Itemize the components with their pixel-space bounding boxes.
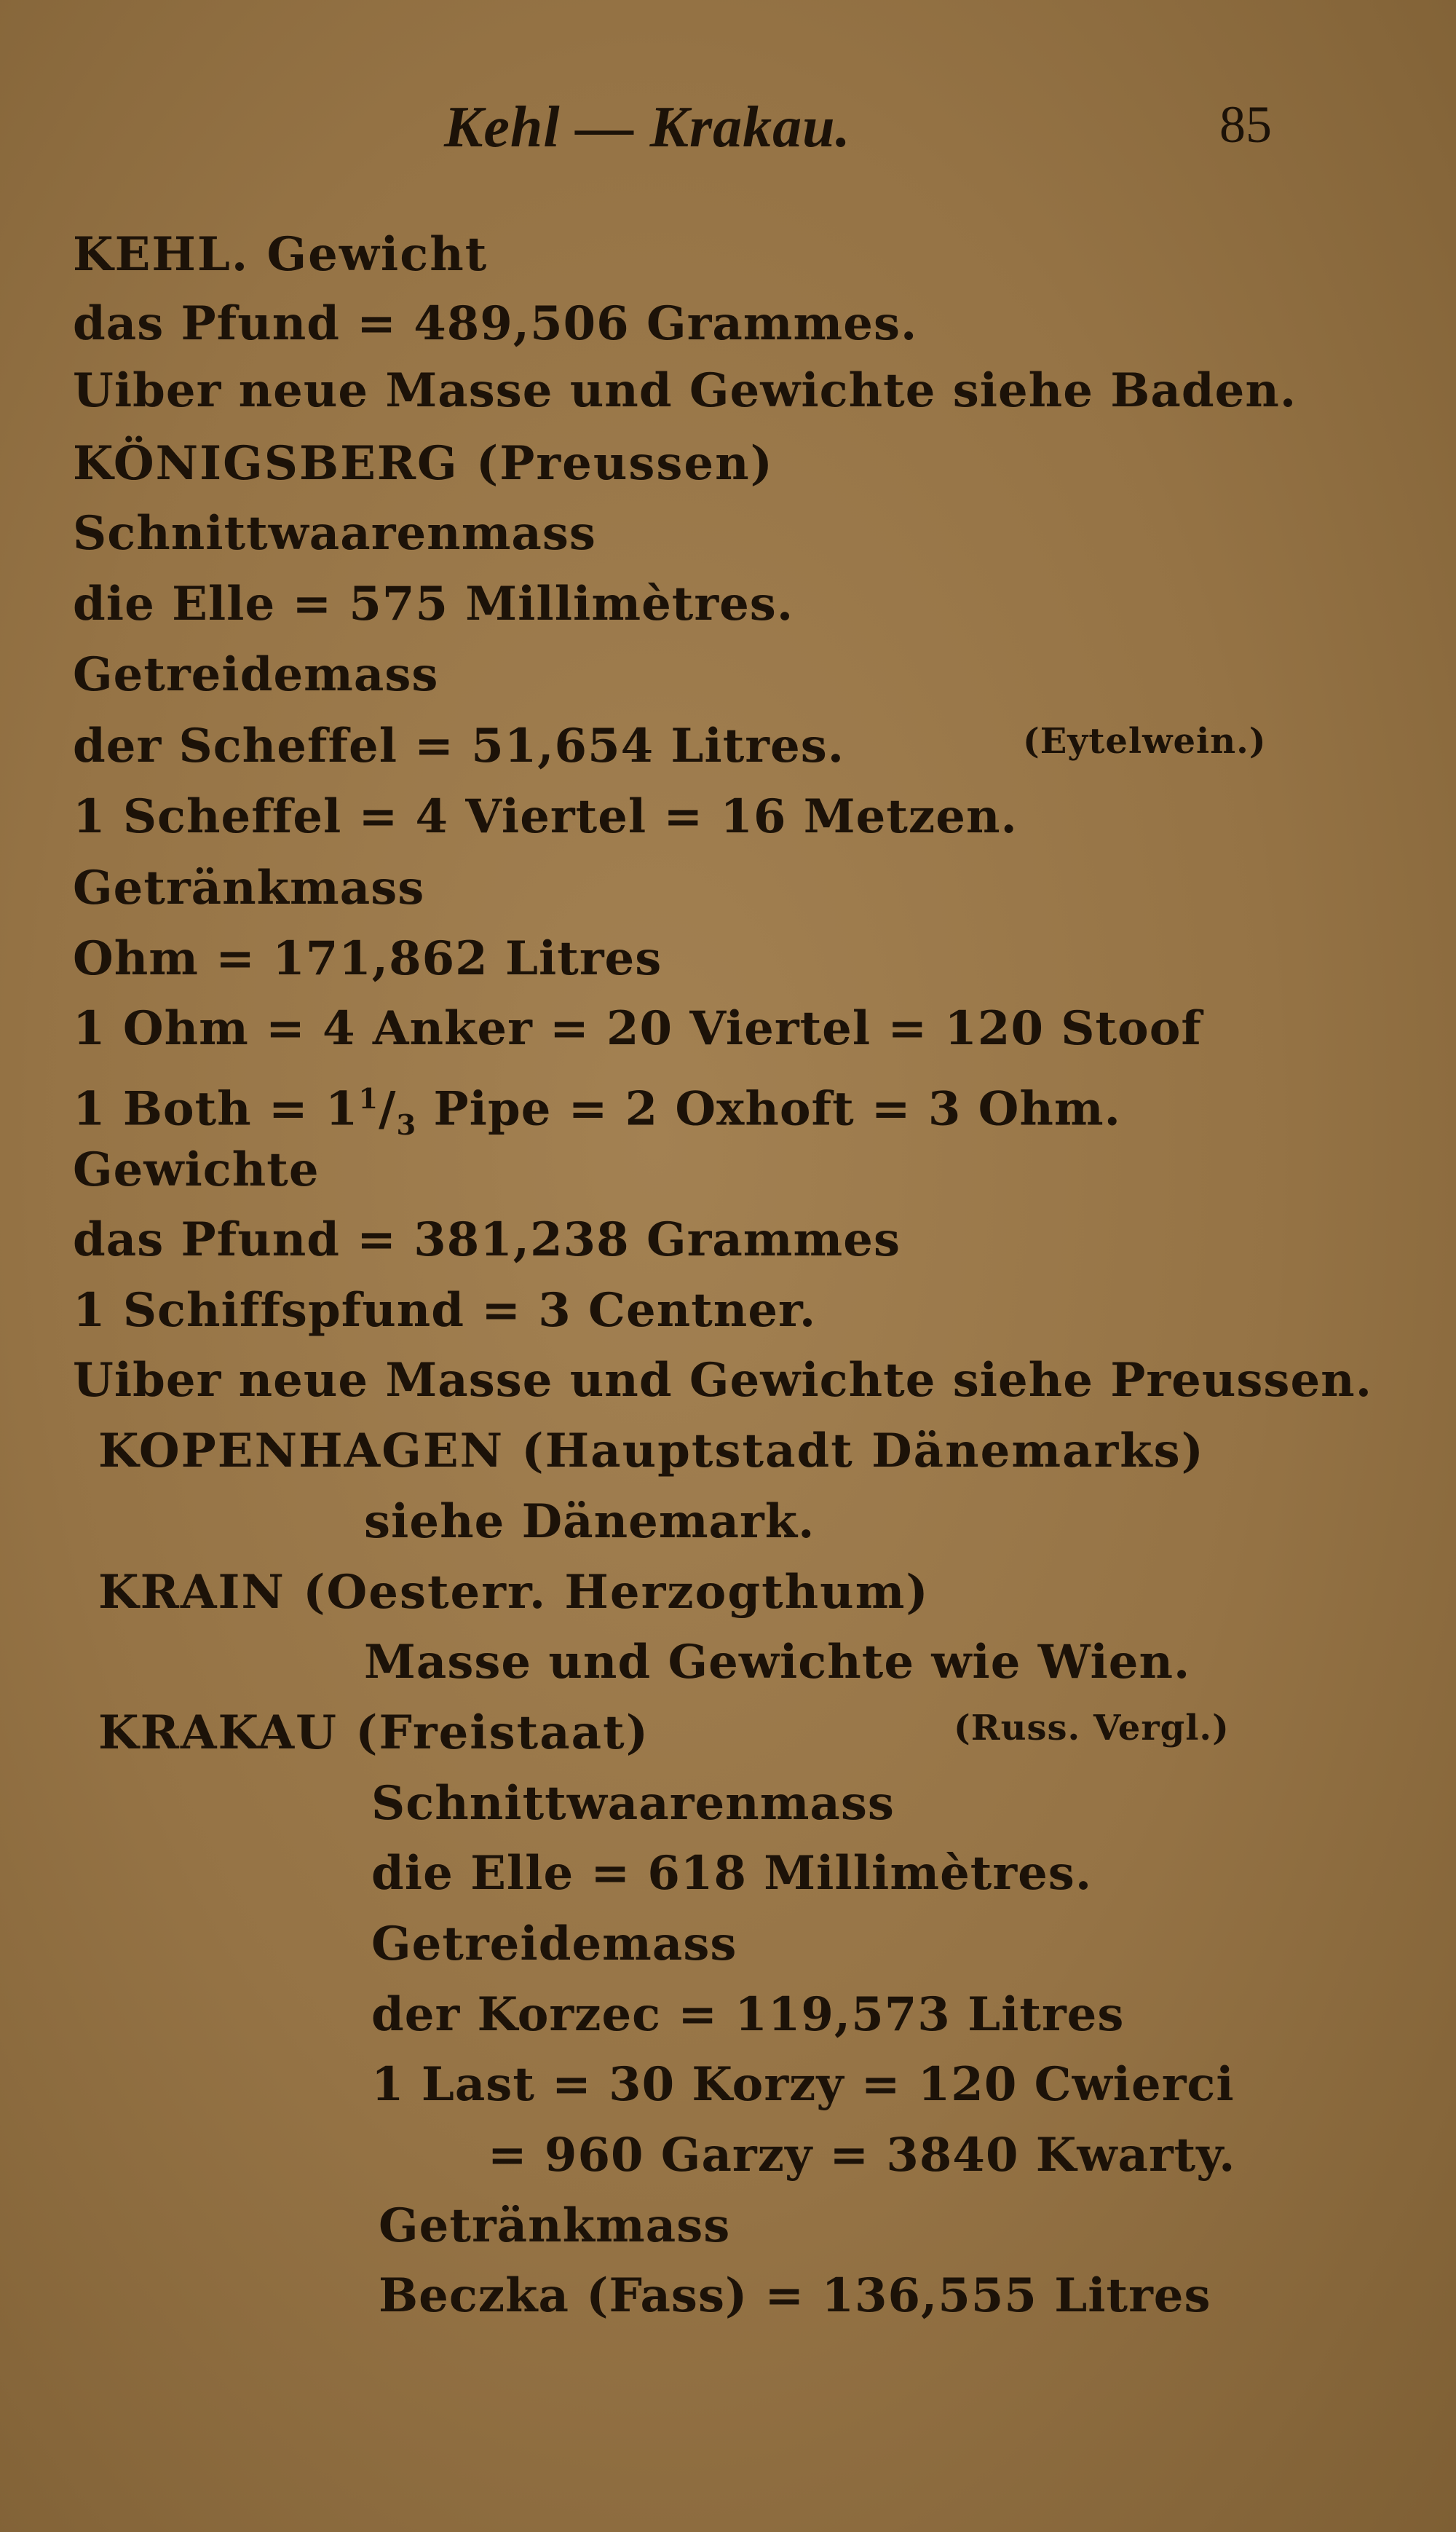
kehl-pound: das Pfund = 489,506 Grammes. [73,296,918,351]
koenigsberg-see-preussen: Uiber neue Masse und Gewichte siehe Preussen. [73,1353,1372,1408]
fraction-denominator: 3 [396,1109,417,1143]
fraction-slash: / [379,1081,397,1137]
krakau-beczka: Beczka (Fass) = 136,555 Litres [379,2268,1211,2323]
both-text-a: 1 Both = 1 [73,1081,359,1137]
page-header [0,95,1456,167]
krakau-last-relation-cont: = 960 Garzy = 3840 Kwarty. [488,2128,1236,2182]
koenigsberg-weights: Gewichte [73,1143,320,1197]
kehl-see-baden: Uiber neue Masse und Gewichte siehe Baden. [73,363,1297,418]
note-eytelwein: (Eytelwein.) [1023,721,1267,762]
koenigsberg-schiffspfund: 1 Schiffspfund = 3 Centner. [73,1283,817,1338]
fraction-numerator: 1 [358,1083,379,1116]
page-number: 85 [1219,95,1272,154]
krakau-korzec: der Korzec = 119,573 Litres [371,1987,1125,2042]
kopenhagen-see-daenemark: siehe Dänemark. [364,1494,815,1549]
koenigsberg-grain-measure: Getreidemass [73,647,439,702]
koenigsberg-ohm: Ohm = 171,862 Litres [73,931,662,986]
entry-krakau: KRAKAU (Freistaat) [98,1705,649,1760]
krakau-beverage-measure: Getränkmass [379,2198,731,2253]
krain-as-wien: Masse und Gewichte wie Wien. [364,1635,1191,1689]
krakau-ell: die Elle = 618 Millimètres. [371,1846,1093,1901]
koenigsberg-cloth-measure: Schnittwaarenmass [73,506,596,561]
entry-koenigsberg: KÖNIGSBERG (Preussen) [73,436,774,491]
running-title: Kehl — Krakau. [444,95,851,159]
koenigsberg-ohm-relation: 1 Ohm = 4 Anker = 20 Viertel = 120 Stoof [73,1001,1202,1056]
both-text-b: Pipe = 2 Oxhoft = 3 Ohm. [416,1081,1121,1137]
koenigsberg-beverage-measure: Getränkmass [73,861,425,915]
koenigsberg-pound: das Pfund = 381,238 Grammes [73,1212,901,1267]
entry-kehl: KEHL. Gewicht [73,227,488,282]
koenigsberg-scheffel: der Scheffel = 51,654 Litres. [73,719,845,773]
krakau-last-relation: 1 Last = 30 Korzy = 120 Cwierci [371,2057,1235,2112]
note-russ-vergl: (Russ. Vergl.) [954,1708,1230,1748]
koenigsberg-ell: die Elle = 575 Millimètres. [73,577,794,631]
koenigsberg-scheffel-relation: 1 Scheffel = 4 Viertel = 16 Metzen. [73,789,1018,844]
entry-krain: KRAIN (Oesterr. Herzogthum) [98,1565,930,1620]
krakau-grain-measure: Getreidemass [371,1917,737,1971]
krakau-cloth-measure: Schnittwaarenmass [371,1776,895,1831]
entry-kopenhagen: KOPENHAGEN (Hauptstadt Dänemarks) [98,1424,1205,1478]
